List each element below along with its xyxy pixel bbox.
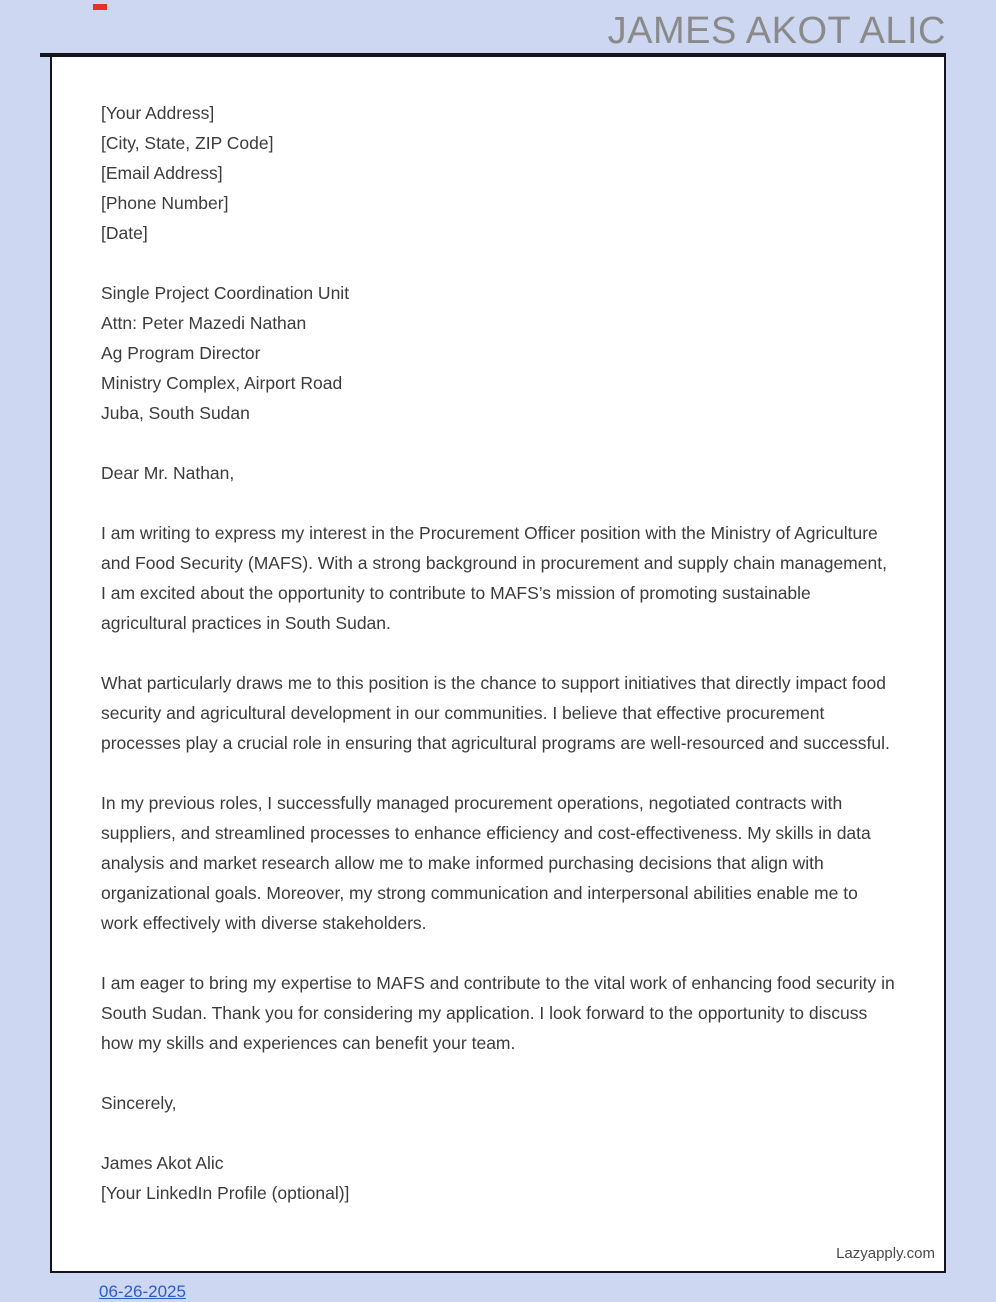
page-title: JAMES AKOT ALIC <box>608 10 946 55</box>
closing: Sincerely, <box>101 1093 177 1113</box>
letter-body <box>52 57 944 1208</box>
body-paragraph: In my previous roles, I successfully managed procurement operations, negotiated contracts with suppliers, and streamlined processes to enhance efficiency and cost-effectiveness. My skills in data analysis and market research allow me to make informed purchasing decisions that align with organizational goals. Moreover, my strong communication and interpersonal abilities enable me to work effectively with diverse stakeholders. <box>101 793 871 933</box>
sender-address-line: [City, State, ZIP Code] <box>101 133 274 153</box>
signature-linkedin: [Your LinkedIn Profile (optional)] <box>101 1183 350 1203</box>
watermark-brand: Lazyapply.com <box>836 1245 935 1262</box>
red-mark <box>93 4 107 10</box>
sender-address-line: [Email Address] <box>101 163 223 183</box>
recipient-line: Ministry Complex, Airport Road <box>101 373 343 393</box>
recipient-line: Ag Program Director <box>101 343 261 363</box>
salutation: Dear Mr. Nathan, <box>101 463 235 483</box>
signature-block <box>101 1148 895 1208</box>
recipient-line: Attn: Peter Mazedi Nathan <box>101 313 307 333</box>
date-link[interactable]: 06-26-2025 <box>99 1282 186 1301</box>
sender-address-line: [Your Address] <box>101 103 215 123</box>
recipient-line: Single Project Coordination Unit <box>101 283 350 303</box>
sender-address-line: [Phone Number] <box>101 193 229 213</box>
recipient-address-block <box>101 278 895 428</box>
sender-address-line: [Date] <box>101 223 148 243</box>
letter-page <box>50 57 946 1273</box>
signature-name: James Akot Alic <box>101 1153 224 1173</box>
body-paragraph: What particularly draws me to this position is the chance to support initiatives that directly impact food security and agricultural development in our communities. I believe that effective procurement processes play a crucial role in ensuring that agricultural programs are well-resourced and successful. <box>101 673 890 753</box>
body-paragraph: I am eager to bring my expertise to MAFS and contribute to the vital work of enhancing food security in South Sudan. Thank you for considering my application. I look forward to the opportunity to discuss how my skills and experiences can benefit your team. <box>101 973 895 1053</box>
body-paragraph: I am writing to express my interest in the Procurement Officer position with the Ministry of Agriculture and Food Security (MAFS). With a strong background in procurement and supply chain management, I am excited about the opportunity to contribute to MAFS’s mission of promoting sustainable agricultural practices in South Sudan. <box>101 523 887 633</box>
sender-address-block <box>101 98 895 248</box>
recipient-line: Juba, South Sudan <box>101 403 250 423</box>
